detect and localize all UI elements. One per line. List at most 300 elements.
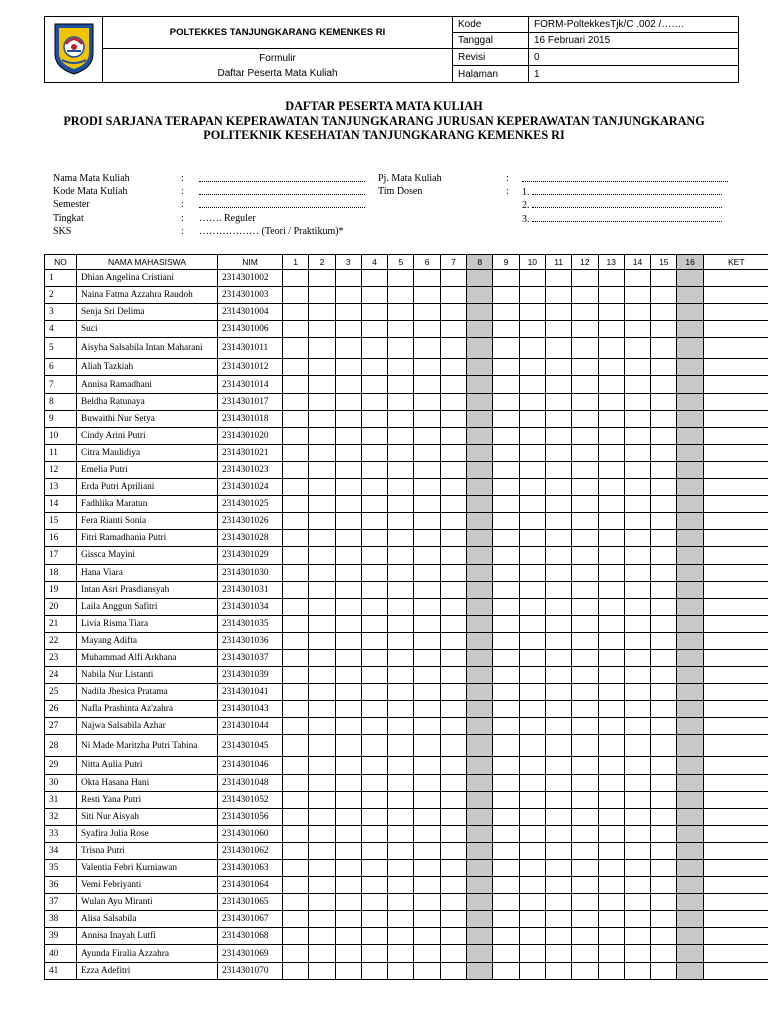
attendance-cell[interactable] — [651, 911, 677, 928]
attendance-cell[interactable] — [624, 359, 650, 376]
attendance-cell[interactable] — [361, 304, 387, 321]
attendance-cell[interactable] — [414, 598, 440, 615]
attendance-cell[interactable] — [677, 496, 703, 513]
attendance-cell[interactable] — [677, 530, 703, 547]
attendance-cell[interactable] — [335, 461, 361, 478]
attendance-cell[interactable] — [414, 877, 440, 894]
attendance-cell[interactable] — [467, 791, 493, 808]
attendance-cell[interactable] — [309, 649, 335, 666]
attendance-cell[interactable] — [493, 842, 519, 859]
attendance-cell[interactable] — [467, 808, 493, 825]
attendance-cell[interactable] — [414, 757, 440, 774]
attendance-cell[interactable] — [414, 632, 440, 649]
attendance-cell[interactable] — [624, 321, 650, 338]
attendance-cell[interactable] — [493, 615, 519, 632]
attendance-cell[interactable] — [545, 774, 571, 791]
attendance-cell[interactable] — [361, 598, 387, 615]
attendance-cell[interactable] — [283, 684, 309, 701]
attendance-cell[interactable] — [388, 581, 414, 598]
attendance-cell[interactable] — [335, 615, 361, 632]
attendance-cell[interactable] — [545, 376, 571, 393]
ket-cell[interactable] — [703, 547, 768, 564]
attendance-cell[interactable] — [440, 359, 466, 376]
attendance-cell[interactable] — [335, 287, 361, 304]
attendance-cell[interactable] — [651, 842, 677, 859]
attendance-cell[interactable] — [572, 842, 598, 859]
attendance-cell[interactable] — [572, 564, 598, 581]
attendance-cell[interactable] — [519, 270, 545, 287]
attendance-cell[interactable] — [388, 735, 414, 757]
attendance-cell[interactable] — [572, 735, 598, 757]
attendance-cell[interactable] — [598, 376, 624, 393]
attendance-cell[interactable] — [545, 393, 571, 410]
attendance-cell[interactable] — [414, 304, 440, 321]
attendance-cell[interactable] — [493, 894, 519, 911]
attendance-cell[interactable] — [283, 530, 309, 547]
attendance-cell[interactable] — [414, 359, 440, 376]
attendance-cell[interactable] — [388, 649, 414, 666]
attendance-cell[interactable] — [335, 877, 361, 894]
attendance-cell[interactable] — [414, 808, 440, 825]
attendance-cell[interactable] — [493, 287, 519, 304]
attendance-cell[interactable] — [598, 496, 624, 513]
attendance-cell[interactable] — [519, 461, 545, 478]
attendance-cell[interactable] — [677, 825, 703, 842]
attendance-cell[interactable] — [545, 757, 571, 774]
attendance-cell[interactable] — [598, 287, 624, 304]
attendance-cell[interactable] — [651, 667, 677, 684]
attendance-cell[interactable] — [467, 393, 493, 410]
attendance-cell[interactable] — [414, 791, 440, 808]
attendance-cell[interactable] — [388, 945, 414, 962]
attendance-cell[interactable] — [598, 667, 624, 684]
attendance-cell[interactable] — [283, 547, 309, 564]
attendance-cell[interactable] — [624, 530, 650, 547]
attendance-cell[interactable] — [519, 287, 545, 304]
attendance-cell[interactable] — [519, 962, 545, 979]
attendance-cell[interactable] — [677, 757, 703, 774]
attendance-cell[interactable] — [572, 376, 598, 393]
attendance-cell[interactable] — [414, 461, 440, 478]
attendance-cell[interactable] — [335, 304, 361, 321]
attendance-cell[interactable] — [624, 338, 650, 359]
attendance-cell[interactable] — [519, 894, 545, 911]
attendance-cell[interactable] — [624, 911, 650, 928]
ket-cell[interactable] — [703, 321, 768, 338]
attendance-cell[interactable] — [519, 427, 545, 444]
attendance-cell[interactable] — [598, 774, 624, 791]
attendance-cell[interactable] — [414, 928, 440, 945]
attendance-cell[interactable] — [651, 393, 677, 410]
attendance-cell[interactable] — [309, 393, 335, 410]
attendance-cell[interactable] — [624, 427, 650, 444]
attendance-cell[interactable] — [414, 530, 440, 547]
attendance-cell[interactable] — [388, 808, 414, 825]
attendance-cell[interactable] — [361, 393, 387, 410]
attendance-cell[interactable] — [624, 496, 650, 513]
attendance-cell[interactable] — [624, 701, 650, 718]
attendance-cell[interactable] — [493, 808, 519, 825]
attendance-cell[interactable] — [545, 598, 571, 615]
attendance-cell[interactable] — [440, 581, 466, 598]
attendance-cell[interactable] — [519, 757, 545, 774]
ket-cell[interactable] — [703, 444, 768, 461]
tim-dosen-3[interactable] — [522, 212, 722, 226]
attendance-cell[interactable] — [283, 321, 309, 338]
attendance-cell[interactable] — [624, 513, 650, 530]
attendance-cell[interactable] — [440, 757, 466, 774]
attendance-cell[interactable] — [414, 270, 440, 287]
attendance-cell[interactable] — [545, 513, 571, 530]
attendance-cell[interactable] — [545, 962, 571, 979]
attendance-cell[interactable] — [493, 496, 519, 513]
attendance-cell[interactable] — [361, 962, 387, 979]
attendance-cell[interactable] — [388, 393, 414, 410]
attendance-cell[interactable] — [388, 615, 414, 632]
attendance-cell[interactable] — [283, 359, 309, 376]
attendance-cell[interactable] — [335, 359, 361, 376]
attendance-cell[interactable] — [624, 825, 650, 842]
attendance-cell[interactable] — [335, 842, 361, 859]
attendance-cell[interactable] — [519, 564, 545, 581]
info-value-blank[interactable] — [199, 185, 365, 199]
attendance-cell[interactable] — [493, 877, 519, 894]
attendance-cell[interactable] — [283, 735, 309, 757]
attendance-cell[interactable] — [467, 479, 493, 496]
attendance-cell[interactable] — [335, 479, 361, 496]
attendance-cell[interactable] — [309, 894, 335, 911]
attendance-cell[interactable] — [598, 479, 624, 496]
attendance-cell[interactable] — [598, 842, 624, 859]
attendance-cell[interactable] — [493, 774, 519, 791]
ket-cell[interactable] — [703, 911, 768, 928]
attendance-cell[interactable] — [598, 757, 624, 774]
attendance-cell[interactable] — [677, 287, 703, 304]
attendance-cell[interactable] — [651, 287, 677, 304]
attendance-cell[interactable] — [335, 945, 361, 962]
attendance-cell[interactable] — [493, 479, 519, 496]
attendance-cell[interactable] — [335, 649, 361, 666]
attendance-cell[interactable] — [467, 825, 493, 842]
attendance-cell[interactable] — [545, 842, 571, 859]
attendance-cell[interactable] — [361, 945, 387, 962]
attendance-cell[interactable] — [467, 287, 493, 304]
attendance-cell[interactable] — [440, 791, 466, 808]
attendance-cell[interactable] — [519, 945, 545, 962]
attendance-cell[interactable] — [572, 774, 598, 791]
attendance-cell[interactable] — [572, 825, 598, 842]
attendance-cell[interactable] — [283, 461, 309, 478]
attendance-cell[interactable] — [388, 338, 414, 359]
attendance-cell[interactable] — [624, 632, 650, 649]
attendance-cell[interactable] — [388, 410, 414, 427]
attendance-cell[interactable] — [361, 894, 387, 911]
tim-dosen-2[interactable] — [522, 198, 722, 212]
attendance-cell[interactable] — [572, 684, 598, 701]
attendance-cell[interactable] — [309, 825, 335, 842]
attendance-cell[interactable] — [651, 860, 677, 877]
attendance-cell[interactable] — [335, 427, 361, 444]
attendance-cell[interactable] — [388, 496, 414, 513]
attendance-cell[interactable] — [414, 444, 440, 461]
attendance-cell[interactable] — [572, 287, 598, 304]
attendance-cell[interactable] — [624, 962, 650, 979]
attendance-cell[interactable] — [361, 684, 387, 701]
attendance-cell[interactable] — [335, 444, 361, 461]
attendance-cell[interactable] — [335, 860, 361, 877]
attendance-cell[interactable] — [519, 444, 545, 461]
attendance-cell[interactable] — [361, 735, 387, 757]
ket-cell[interactable] — [703, 701, 768, 718]
attendance-cell[interactable] — [519, 598, 545, 615]
attendance-cell[interactable] — [309, 757, 335, 774]
attendance-cell[interactable] — [598, 564, 624, 581]
attendance-cell[interactable] — [283, 808, 309, 825]
attendance-cell[interactable] — [309, 479, 335, 496]
attendance-cell[interactable] — [519, 632, 545, 649]
attendance-cell[interactable] — [624, 735, 650, 757]
attendance-cell[interactable] — [493, 410, 519, 427]
attendance-cell[interactable] — [414, 667, 440, 684]
attendance-cell[interactable] — [361, 877, 387, 894]
attendance-cell[interactable] — [624, 461, 650, 478]
attendance-cell[interactable] — [388, 860, 414, 877]
attendance-cell[interactable] — [651, 564, 677, 581]
attendance-cell[interactable] — [283, 270, 309, 287]
attendance-cell[interactable] — [388, 287, 414, 304]
attendance-cell[interactable] — [440, 393, 466, 410]
attendance-cell[interactable] — [519, 393, 545, 410]
attendance-cell[interactable] — [388, 530, 414, 547]
attendance-cell[interactable] — [545, 444, 571, 461]
attendance-cell[interactable] — [309, 547, 335, 564]
attendance-cell[interactable] — [309, 338, 335, 359]
attendance-cell[interactable] — [624, 945, 650, 962]
attendance-cell[interactable] — [677, 684, 703, 701]
attendance-cell[interactable] — [624, 757, 650, 774]
attendance-cell[interactable] — [309, 410, 335, 427]
attendance-cell[interactable] — [545, 684, 571, 701]
attendance-cell[interactable] — [309, 496, 335, 513]
attendance-cell[interactable] — [414, 962, 440, 979]
attendance-cell[interactable] — [309, 359, 335, 376]
attendance-cell[interactable] — [467, 774, 493, 791]
ket-cell[interactable] — [703, 928, 768, 945]
attendance-cell[interactable] — [651, 581, 677, 598]
attendance-cell[interactable] — [598, 632, 624, 649]
attendance-cell[interactable] — [283, 410, 309, 427]
attendance-cell[interactable] — [309, 928, 335, 945]
attendance-cell[interactable] — [388, 701, 414, 718]
attendance-cell[interactable] — [677, 928, 703, 945]
attendance-cell[interactable] — [651, 825, 677, 842]
attendance-cell[interactable] — [440, 632, 466, 649]
attendance-cell[interactable] — [414, 564, 440, 581]
attendance-cell[interactable] — [414, 581, 440, 598]
attendance-cell[interactable] — [598, 718, 624, 735]
attendance-cell[interactable] — [335, 581, 361, 598]
attendance-cell[interactable] — [388, 928, 414, 945]
attendance-cell[interactable] — [414, 513, 440, 530]
attendance-cell[interactable] — [677, 911, 703, 928]
attendance-cell[interactable] — [309, 444, 335, 461]
attendance-cell[interactable] — [283, 287, 309, 304]
attendance-cell[interactable] — [361, 791, 387, 808]
attendance-cell[interactable] — [598, 304, 624, 321]
attendance-cell[interactable] — [361, 461, 387, 478]
attendance-cell[interactable] — [677, 564, 703, 581]
attendance-cell[interactable] — [493, 530, 519, 547]
attendance-cell[interactable] — [361, 649, 387, 666]
ket-cell[interactable] — [703, 808, 768, 825]
attendance-cell[interactable] — [545, 894, 571, 911]
attendance-cell[interactable] — [651, 877, 677, 894]
attendance-cell[interactable] — [361, 410, 387, 427]
attendance-cell[interactable] — [440, 410, 466, 427]
attendance-cell[interactable] — [545, 701, 571, 718]
attendance-cell[interactable] — [283, 911, 309, 928]
ket-cell[interactable] — [703, 649, 768, 666]
attendance-cell[interactable] — [440, 877, 466, 894]
attendance-cell[interactable] — [572, 304, 598, 321]
attendance-cell[interactable] — [283, 393, 309, 410]
attendance-cell[interactable] — [545, 270, 571, 287]
attendance-cell[interactable] — [624, 860, 650, 877]
attendance-cell[interactable] — [598, 598, 624, 615]
attendance-cell[interactable] — [283, 581, 309, 598]
attendance-cell[interactable] — [519, 877, 545, 894]
attendance-cell[interactable] — [283, 615, 309, 632]
attendance-cell[interactable] — [545, 791, 571, 808]
attendance-cell[interactable] — [467, 410, 493, 427]
attendance-cell[interactable] — [651, 427, 677, 444]
ket-cell[interactable] — [703, 513, 768, 530]
attendance-cell[interactable] — [388, 791, 414, 808]
attendance-cell[interactable] — [677, 461, 703, 478]
attendance-cell[interactable] — [572, 632, 598, 649]
attendance-cell[interactable] — [335, 774, 361, 791]
ket-cell[interactable] — [703, 564, 768, 581]
attendance-cell[interactable] — [651, 757, 677, 774]
attendance-cell[interactable] — [651, 410, 677, 427]
attendance-cell[interactable] — [493, 649, 519, 666]
attendance-cell[interactable] — [309, 808, 335, 825]
attendance-cell[interactable] — [519, 321, 545, 338]
attendance-cell[interactable] — [624, 287, 650, 304]
tim-dosen-1[interactable] — [522, 185, 722, 199]
attendance-cell[interactable] — [335, 757, 361, 774]
attendance-cell[interactable] — [414, 911, 440, 928]
attendance-cell[interactable] — [388, 894, 414, 911]
attendance-cell[interactable] — [440, 530, 466, 547]
attendance-cell[interactable] — [545, 359, 571, 376]
attendance-cell[interactable] — [598, 808, 624, 825]
attendance-cell[interactable] — [545, 461, 571, 478]
ket-cell[interactable] — [703, 894, 768, 911]
attendance-cell[interactable] — [651, 735, 677, 757]
attendance-cell[interactable] — [388, 825, 414, 842]
attendance-cell[interactable] — [361, 808, 387, 825]
attendance-cell[interactable] — [414, 287, 440, 304]
attendance-cell[interactable] — [624, 581, 650, 598]
attendance-cell[interactable] — [545, 877, 571, 894]
info-value-blank[interactable] — [522, 172, 728, 186]
attendance-cell[interactable] — [467, 304, 493, 321]
attendance-cell[interactable] — [388, 304, 414, 321]
attendance-cell[interactable] — [440, 564, 466, 581]
attendance-cell[interactable] — [388, 321, 414, 338]
attendance-cell[interactable] — [467, 547, 493, 564]
attendance-cell[interactable] — [493, 513, 519, 530]
attendance-cell[interactable] — [414, 427, 440, 444]
ket-cell[interactable] — [703, 479, 768, 496]
ket-cell[interactable] — [703, 530, 768, 547]
ket-cell[interactable] — [703, 338, 768, 359]
attendance-cell[interactable] — [361, 376, 387, 393]
attendance-cell[interactable] — [677, 808, 703, 825]
attendance-cell[interactable] — [519, 376, 545, 393]
attendance-cell[interactable] — [651, 530, 677, 547]
ket-cell[interactable] — [703, 667, 768, 684]
ket-cell[interactable] — [703, 410, 768, 427]
ket-cell[interactable] — [703, 757, 768, 774]
attendance-cell[interactable] — [440, 479, 466, 496]
ket-cell[interactable] — [703, 598, 768, 615]
attendance-cell[interactable] — [519, 791, 545, 808]
attendance-cell[interactable] — [361, 774, 387, 791]
info-value-blank[interactable] — [199, 172, 365, 186]
attendance-cell[interactable] — [598, 427, 624, 444]
attendance-cell[interactable] — [467, 667, 493, 684]
attendance-cell[interactable] — [598, 791, 624, 808]
attendance-cell[interactable] — [624, 547, 650, 564]
attendance-cell[interactable] — [361, 581, 387, 598]
attendance-cell[interactable] — [335, 530, 361, 547]
attendance-cell[interactable] — [545, 338, 571, 359]
attendance-cell[interactable] — [440, 860, 466, 877]
ket-cell[interactable] — [703, 842, 768, 859]
attendance-cell[interactable] — [493, 757, 519, 774]
attendance-cell[interactable] — [572, 338, 598, 359]
attendance-cell[interactable] — [519, 860, 545, 877]
attendance-cell[interactable] — [361, 718, 387, 735]
attendance-cell[interactable] — [624, 877, 650, 894]
attendance-cell[interactable] — [572, 444, 598, 461]
attendance-cell[interactable] — [677, 444, 703, 461]
attendance-cell[interactable] — [283, 842, 309, 859]
attendance-cell[interactable] — [651, 513, 677, 530]
attendance-cell[interactable] — [572, 928, 598, 945]
attendance-cell[interactable] — [519, 304, 545, 321]
attendance-cell[interactable] — [651, 774, 677, 791]
attendance-cell[interactable] — [651, 684, 677, 701]
attendance-cell[interactable] — [467, 376, 493, 393]
attendance-cell[interactable] — [677, 598, 703, 615]
attendance-cell[interactable] — [545, 649, 571, 666]
attendance-cell[interactable] — [519, 735, 545, 757]
attendance-cell[interactable] — [651, 962, 677, 979]
attendance-cell[interactable] — [414, 774, 440, 791]
attendance-cell[interactable] — [519, 338, 545, 359]
attendance-cell[interactable] — [388, 564, 414, 581]
attendance-cell[interactable] — [677, 338, 703, 359]
attendance-cell[interactable] — [493, 684, 519, 701]
attendance-cell[interactable] — [283, 338, 309, 359]
attendance-cell[interactable] — [598, 359, 624, 376]
attendance-cell[interactable] — [677, 376, 703, 393]
attendance-cell[interactable] — [545, 718, 571, 735]
attendance-cell[interactable] — [309, 376, 335, 393]
